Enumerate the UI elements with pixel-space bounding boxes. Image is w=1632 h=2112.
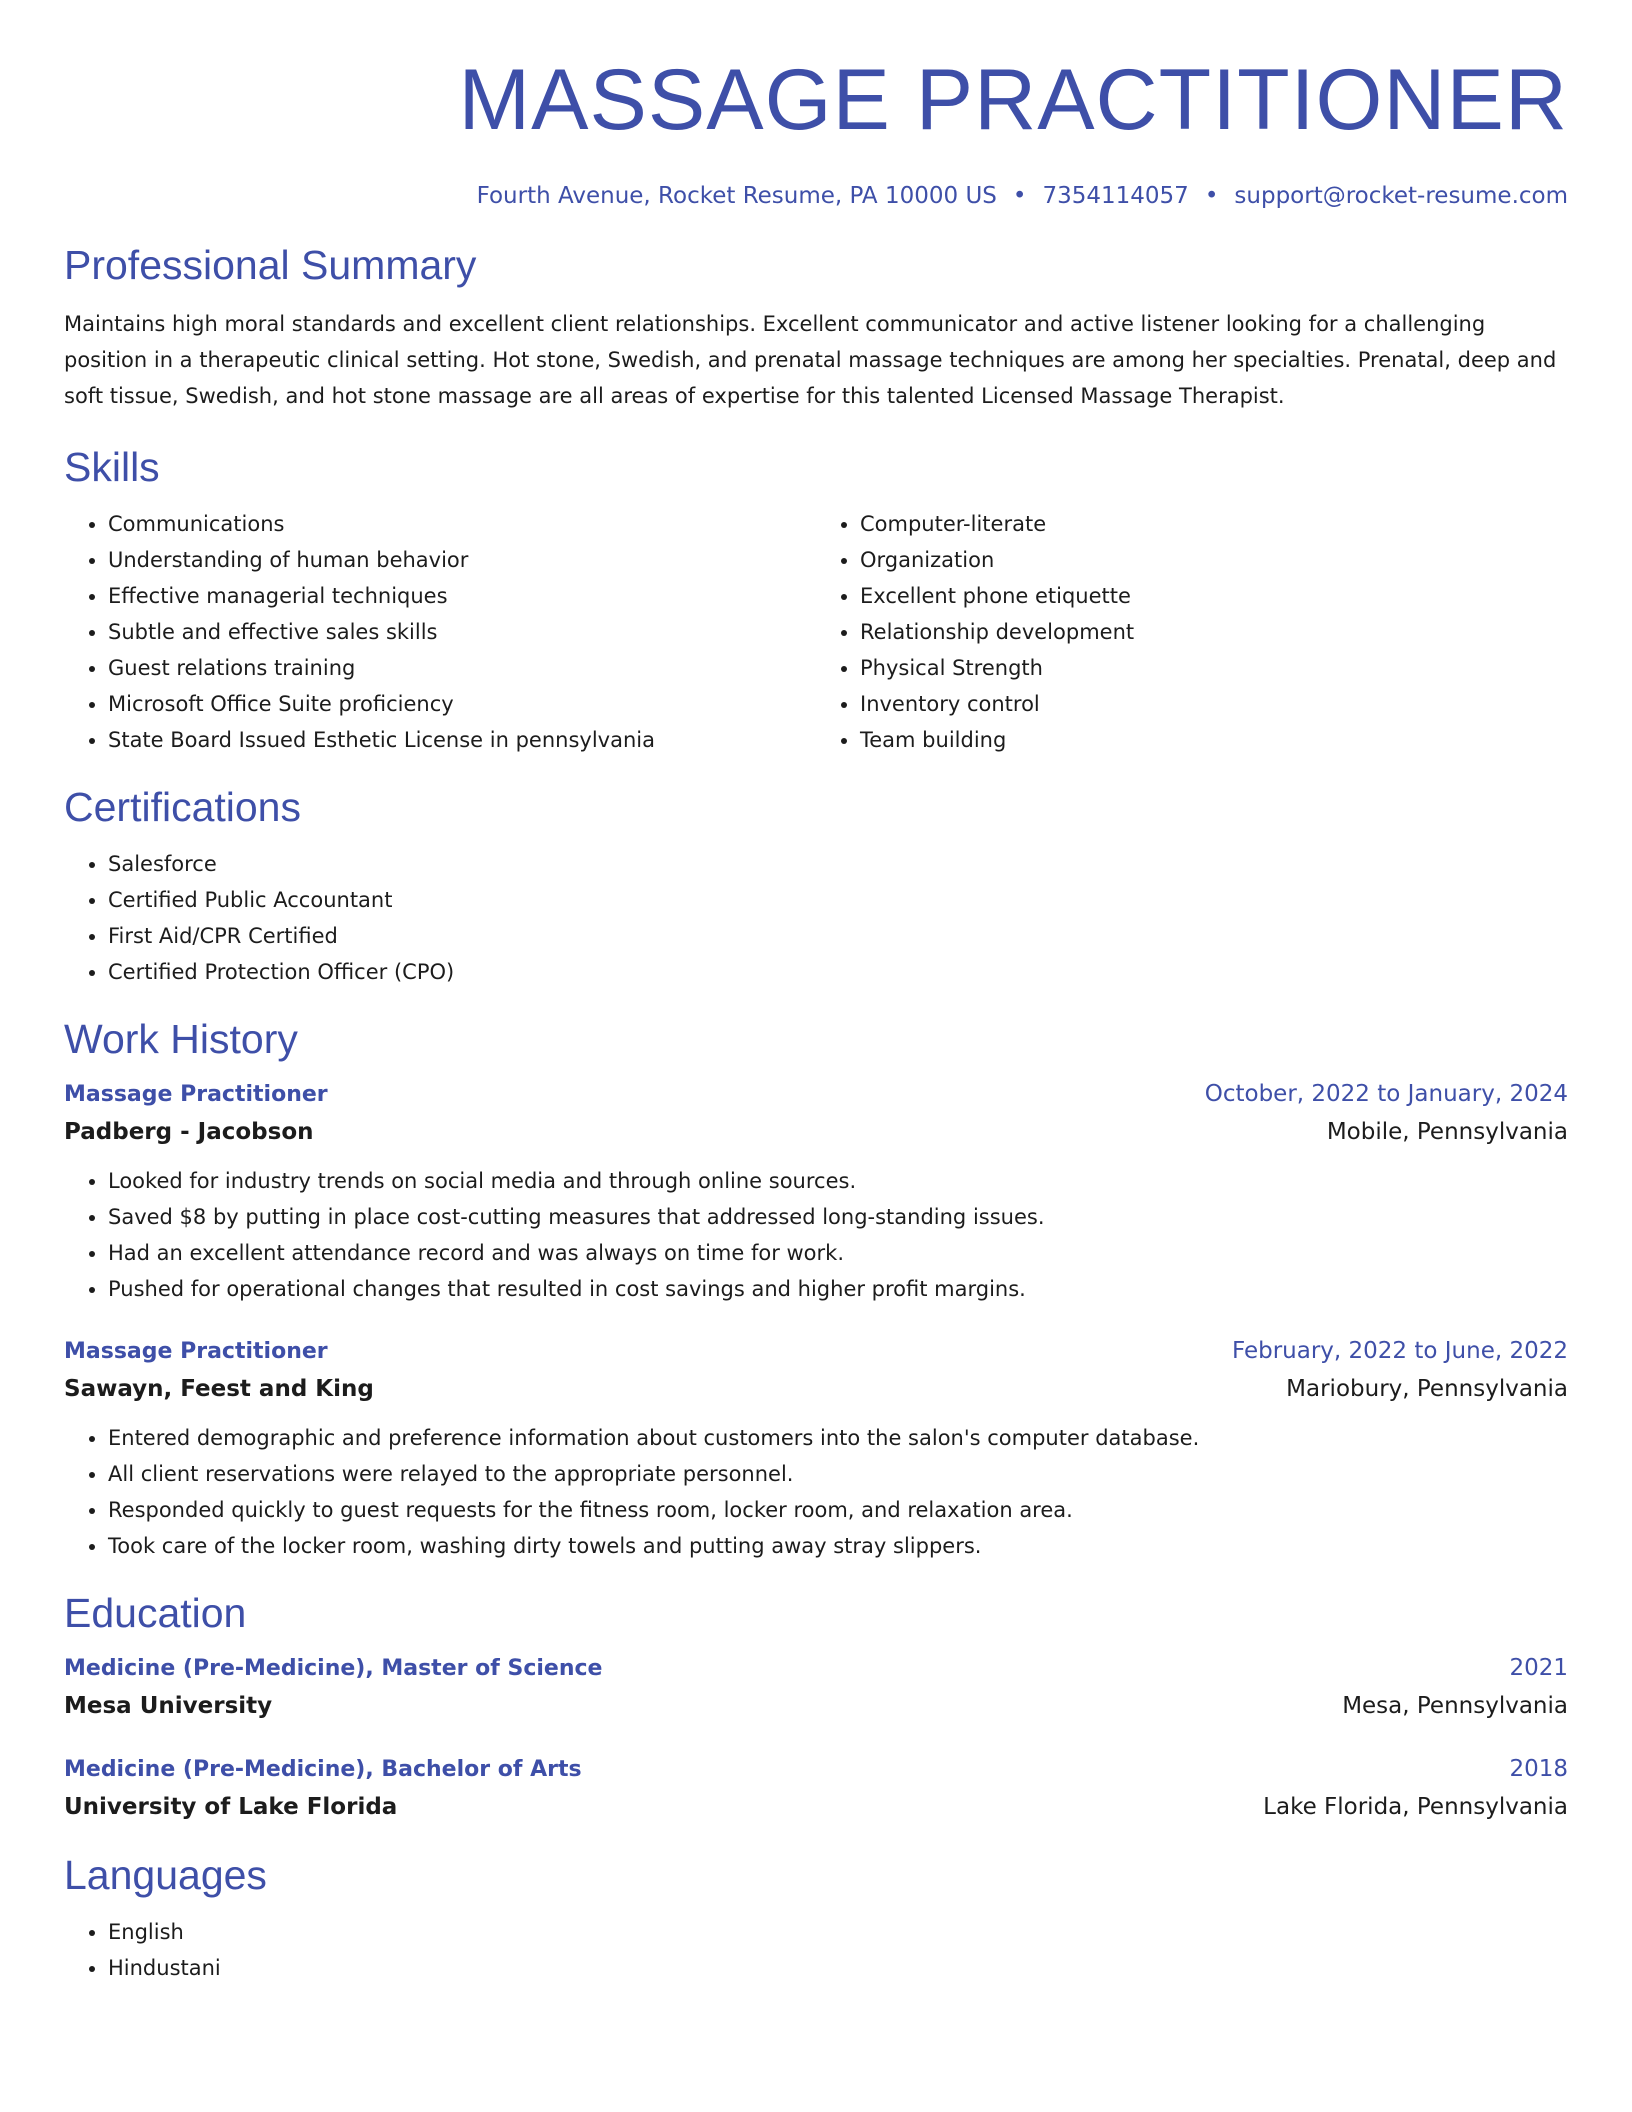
school-name: Mesa University <box>64 1693 273 1719</box>
work-entry-subheader <box>64 1370 1568 1408</box>
separator-dot: • <box>1204 183 1219 209</box>
summary-text: Maintains high moral standards and excellent client relationships. Excellent communicator and active listener looking for a challenging position in a therapeutic clinical setting. Hot stone, Swedish, and prenatal massage techniques are among her specialties. Prenatal, deep and soft tissue, Swedish, and hot stone massage are all areas of expertise for this talented Licensed Massage Therapist. <box>64 312 1557 408</box>
section-title-certifications: Certifications <box>64 784 301 830</box>
section-title-languages: Languages <box>64 1852 267 1898</box>
skills-list-right <box>816 506 1568 758</box>
resume-title: MASSAGE PRACTITIONER <box>458 52 1568 148</box>
certifications-list <box>64 846 1568 990</box>
contact-phone: 7354114057 <box>1042 183 1189 209</box>
skill-item: • Communications <box>108 506 816 542</box>
education-entry <box>64 1751 1568 1826</box>
job-dates: February, 2022 to June, 2022 <box>1231 1338 1568 1364</box>
job-bullet: • Looked for industry trends on social media and through online sources. <box>108 1163 1568 1199</box>
education-entry <box>64 1650 1568 1725</box>
skill-item: • Team building <box>860 722 1568 758</box>
work-entry-header <box>64 1333 1568 1370</box>
contact-address: Fourth Avenue, Rocket Resume, PA 10000 US <box>476 183 997 209</box>
language-item: • English <box>108 1914 1568 1950</box>
skill-item: • Inventory control <box>860 686 1568 722</box>
skill-item: • Understanding of human behavior <box>108 542 816 578</box>
section-title-summary: Professional Summary <box>64 242 477 288</box>
degree-name: Medicine (Pre-Medicine), Master of Science <box>64 1656 603 1681</box>
work-entry <box>64 1076 1568 1307</box>
languages-list <box>64 1914 1568 1986</box>
work-entry <box>64 1333 1568 1564</box>
work-entry-header <box>64 1076 1568 1113</box>
resume-page <box>64 0 1568 1986</box>
school-location: Lake Florida, Pennsylvania <box>1263 1794 1568 1820</box>
skill-item: • Guest relations training <box>108 650 816 686</box>
skills-list-left <box>64 506 816 758</box>
certification-item: • First Aid/CPR Certified <box>108 918 1568 954</box>
education-entry-header <box>64 1751 1568 1788</box>
job-location: Mariobury, Pennsylvania <box>1286 1376 1568 1402</box>
job-dates: October, 2022 to January, 2024 <box>1204 1081 1568 1107</box>
job-bullet: • All client reservations were relayed to the appropriate personnel. <box>108 1456 1568 1492</box>
company-name: Padberg - Jacobson <box>64 1119 314 1145</box>
job-bullet: • Saved $8 by putting in place cost-cutting measures that addressed long-standing issues. <box>108 1199 1568 1235</box>
degree-name: Medicine (Pre-Medicine), Bachelor of Arts <box>64 1757 582 1782</box>
job-bullet: • Responded quickly to guest requests for the fitness room, locker room, and relaxation area. <box>108 1492 1568 1528</box>
skill-item: • Organization <box>860 542 1568 578</box>
skill-item: • Effective managerial techniques <box>108 578 816 614</box>
job-bullet: • Entered demographic and preference information about customers into the salon's computer database. <box>108 1420 1568 1456</box>
separator-dot: • <box>1012 183 1027 209</box>
certification-item: • Salesforce <box>108 846 1568 882</box>
education-entry-subheader <box>64 1788 1568 1826</box>
job-bullets <box>64 1163 1568 1307</box>
contact-email: support@rocket-resume.com <box>1234 183 1568 209</box>
skill-item: • Excellent phone etiquette <box>860 578 1568 614</box>
skill-item: • Relationship development <box>860 614 1568 650</box>
job-title: Massage Practitioner <box>64 1339 328 1364</box>
school-location: Mesa, Pennsylvania <box>1342 1693 1568 1719</box>
skill-item: • Microsoft Office Suite proficiency <box>108 686 816 722</box>
language-item: • Hindustani <box>108 1950 1568 1986</box>
graduation-year: 2021 <box>1509 1655 1568 1681</box>
job-bullets <box>64 1420 1568 1564</box>
certification-item: • Certified Public Accountant <box>108 882 1568 918</box>
company-name: Sawayn, Feest and King <box>64 1376 374 1402</box>
education-entry-subheader <box>64 1687 1568 1725</box>
certification-item: • Certified Protection Officer (CPO) <box>108 954 1568 990</box>
section-title-work-history: Work History <box>64 1016 298 1062</box>
job-location: Mobile, Pennsylvania <box>1326 1119 1568 1145</box>
skill-item: • Physical Strength <box>860 650 1568 686</box>
contact-line <box>64 180 1568 212</box>
skill-item: • Subtle and effective sales skills <box>108 614 816 650</box>
school-name: University of Lake Florida <box>64 1794 398 1820</box>
job-bullet: • Had an excellent attendance record and was always on time for work. <box>108 1235 1568 1271</box>
section-title-skills: Skills <box>64 444 160 490</box>
graduation-year: 2018 <box>1509 1756 1568 1782</box>
job-title: Massage Practitioner <box>64 1082 328 1107</box>
job-bullet: • Took care of the locker room, washing dirty towels and putting away stray slippers. <box>108 1528 1568 1564</box>
skills-columns <box>64 506 1568 758</box>
section-title-education: Education <box>64 1590 247 1636</box>
skill-item: • State Board Issued Esthetic License in pennsylvania <box>108 722 816 758</box>
work-entry-subheader <box>64 1113 1568 1151</box>
skill-item: • Computer-literate <box>860 506 1568 542</box>
job-bullet: • Pushed for operational changes that resulted in cost savings and higher profit margins. <box>108 1271 1568 1307</box>
education-entry-header <box>64 1650 1568 1687</box>
